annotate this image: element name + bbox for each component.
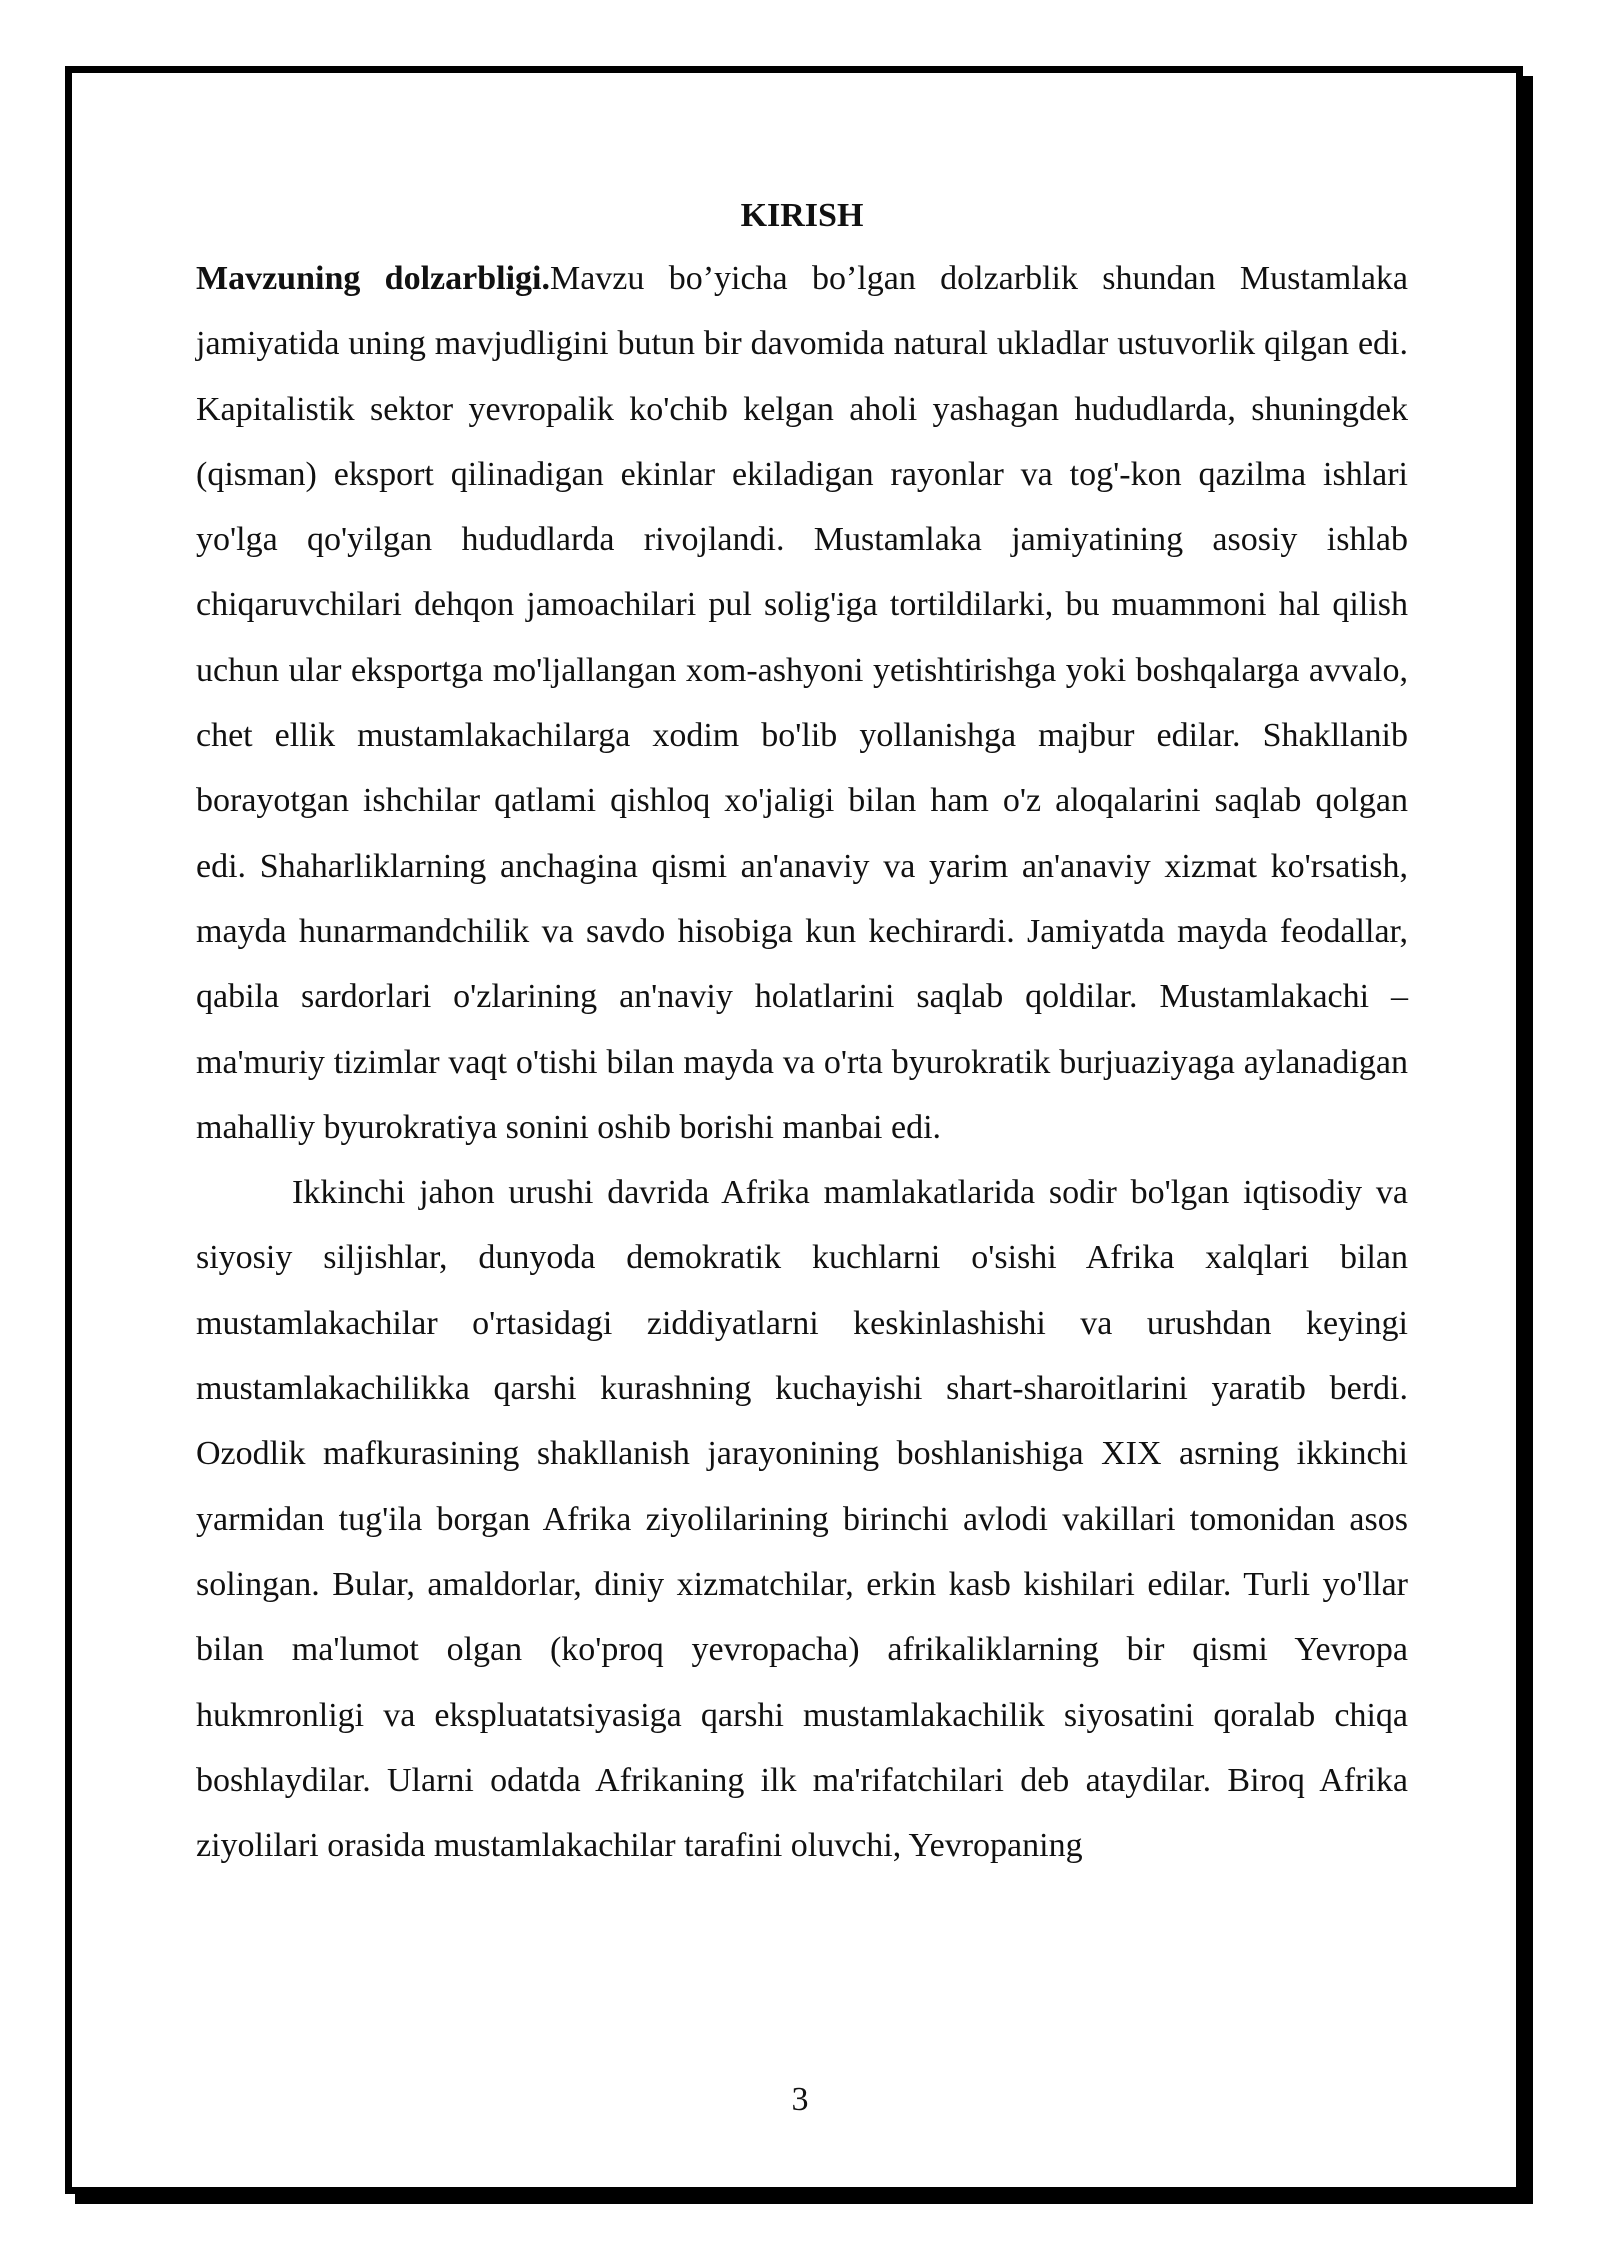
paragraph-second: Ikkinchi jahon urushi davrida Afrika mamlakatlarida sodir bo'lgan iqtisodiy va siyosiy siljishlar, dunyoda demokratik kuchlarni o'sishi Afrika xalqlari bilan mustamlakachilar o'rtasidagi ziddiyatlarni keskinlashishi va urushdan keyingi mustamlakachilikka qarshi kurashning kuchayishi shart-sharoitlarini yaratib berdi. Ozodlik mafkurasining shakllanish jarayonining boshlanishiga XIX asrning ikkinchi yarmidan tug'ila borgan Afrika ziyolilarining birinchi avlodi vakillari tomonidan asos solingan. Bular, amaldorlar, diniy xizmatchilar, erkin kasb kishilari edilar. Turli yo'llar bilan ma'lumot olgan (ko'proq yevropacha) afrikaliklarning bir qismi Yevropa hukmronligi va ekspluatatsiyasiga qarshi mustamlakachilik siyosatini qoralab chiqa boshlaydilar. Ularni odatda Afrikaning ilk ma'rifatchilari deb ataydilar. Biroq Afrika ziyolilari orasida mustamlakachilar tarafini oluvchi, Yevropaning <box>196 1174 1408 1865</box>
page-content <box>196 186 1408 1878</box>
paragraph-relevance <box>196 246 1408 1160</box>
paragraph-lead-heading: Mavzuning dolzarbligi. <box>196 260 550 297</box>
paragraph-relevance-text: Mavzu bo’yicha bo’lgan dolzarblik shundan Mustamlaka jamiyatida uning mavjudligini butun bir davomida natural ukladlar ustuvorlik qilgan edi. Kapitalistik sektor yevropalik ko'chib kelgan aholi yashagan hududlarda, shuningdek (qisman) eksport qilinadigan ekinlar ekiladigan rayonlar va tog'-kon qazilma ishlari yo'lga qo'yilgan hududlarda rivojlandi. Mustamlaka jamiyatining asosiy ishlab chiqaruvchilari dehqon jamoachilari pul solig'iga tortildilarki, bu muammoni hal qilish uchun ular eksportga mo'ljallangan xom-ashyoni yetishtirishga yoki boshqalarga avvalo, chet ellik mustamlakachilarga xodim bo'lib yollanishga majbur edilar. Shakllanib borayotgan ishchilar qatlami qishloq xo'jaligi bilan ham o'z aloqalarini saqlab qolgan edi. Shaharliklarning anchagina qismi an'anaviy va yarim an'anaviy xizmat ko'rsatish, mayda hunarmandchilik va savdo hisobiga kun kechirardi. Jamiyatda mayda feodallar, qabila sardorlari o'zlarining an'naviy holatlarini saqlab qoldilar. Mustamlakachi – ma'muriy tizimlar vaqt o'tishi bilan mayda va o'rta byurokratik burjuaziyaga aylanadigan mahalliy byurokratiya sonini oshib borishi manbai edi. <box>196 260 1409 1146</box>
page-number: 3 <box>791 2081 809 2118</box>
page-title: KIRISH <box>740 197 864 234</box>
